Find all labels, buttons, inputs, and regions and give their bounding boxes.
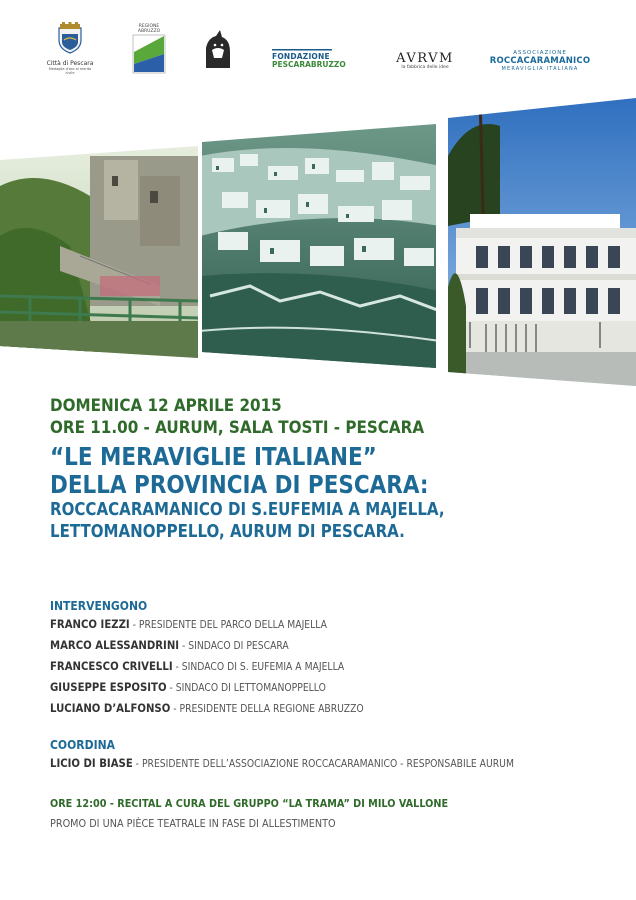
moderator-separator: - [132, 758, 142, 770]
speaker-row [50, 656, 552, 677]
speaker-role: SINDACO DI LETTOMANOPPELLO [175, 682, 326, 694]
speaker-name: FRANCO IEZZI [50, 617, 130, 631]
speakers-list [50, 614, 620, 719]
speaker-role: SINDACO DI PESCARA [188, 640, 289, 652]
speaker-separator: - [166, 682, 176, 694]
promo-note: PROMO DI UNA PIÈCE TEATRALE IN FASE DI ALLESTIMENTO [50, 817, 336, 830]
speaker-separator: - [179, 640, 189, 652]
speaker-separator: - [170, 703, 180, 715]
speakers-section [50, 598, 620, 719]
moderator-row [50, 753, 552, 774]
speaker-name: FRANCESCO CRIVELLI [50, 659, 173, 673]
speaker-role: SINDACO DI S. EUFEMIA A MAJELLA [181, 661, 345, 673]
pescara-name: Città di Pescara [46, 60, 94, 67]
event-subtitle-line1: ROCCACARAMANICO DI S.EUFEMIA A MAJELLA, [50, 500, 445, 520]
majella-wolf-icon [200, 24, 236, 74]
photo-roccacaramanico [0, 136, 200, 366]
abruzzo-line1: REGIONE [138, 24, 160, 29]
fondazione-underline [272, 49, 356, 53]
speaker-role: PRESIDENTE DEL PARCO DELLA MAJELLA [138, 619, 327, 631]
regione-abruzzo-logo [128, 24, 170, 78]
pescara-motto: Medaglia d'oro al merito civile [48, 67, 92, 75]
parco-majella-logo [200, 24, 236, 78]
abruzzo-emblem-icon [132, 34, 166, 74]
recital-time: ORE 12:00 [50, 797, 107, 810]
recital-description: - RECITAL A CURA DEL GRUPPO “LA TRAMA” DI MILO VALLONE [106, 797, 449, 810]
fondazione-pescarabruzzo-logo [272, 52, 356, 69]
moderator-role: PRESIDENTE DELL’ASSOCIAZIONE ROCCACARAMANICO - RESPONSABILE AURUM [141, 758, 514, 770]
rocca-line3: MERAVIGLIA ITALIANA [501, 66, 579, 72]
aurum-name: AVRVM [396, 51, 454, 66]
event-title-line2: DELLA PROVINCIA DI PESCARA: [50, 470, 429, 499]
sponsor-logos [0, 0, 636, 100]
speaker-name: LUCIANO D’ALFONSO [50, 701, 171, 715]
event-date: DOMENICA 12 APRILE 2015 [50, 396, 282, 415]
fondazione-line1: FONDAZIONE [272, 52, 330, 61]
speaker-name: MARCO ALESSANDRINI [50, 638, 180, 652]
event-subtitle-line2: LETTOMANOPPELLO, AURUM DI PESCARA. [50, 522, 405, 542]
event-header [50, 395, 620, 543]
speaker-row [50, 698, 552, 719]
citta-di-pescara-logo [44, 22, 96, 75]
associazione-roccacaramanico-logo [488, 50, 592, 72]
speakers-heading: INTERVENGONO [50, 599, 148, 613]
aurum-logo [390, 52, 460, 70]
moderator-section [50, 737, 620, 774]
photo-collage [0, 96, 636, 388]
speaker-separator: - [172, 661, 182, 673]
fondazione-line2: PESCARABRUZZO [272, 60, 346, 69]
pescara-crest-icon [53, 22, 87, 54]
speaker-row [50, 677, 552, 698]
photo-lettomanoppello [200, 116, 440, 376]
abruzzo-line2: ABRUZZO [137, 29, 161, 34]
rocca-line2: ROCCACARAMANICO [489, 56, 591, 66]
event-title-line1: “LE MERAVIGLIE ITALIANE” [50, 442, 377, 471]
aurum-tagline: la fabbrica delle idee [401, 65, 449, 70]
speaker-role: PRESIDENTE DELLA REGIONE ABRUZZO [179, 703, 364, 715]
speaker-separator: - [129, 619, 139, 631]
speaker-row [50, 635, 552, 656]
recital-section [50, 794, 620, 834]
moderator-name: LICIO DI BIASE [50, 756, 133, 770]
recital-line [50, 794, 552, 814]
speaker-row [50, 614, 552, 635]
moderator-heading: COORDINA [50, 738, 115, 752]
rocca-line1: ASSOCIAZIONE [513, 50, 567, 56]
speaker-name: GIUSEPPE ESPOSITO [50, 680, 167, 694]
event-time-place: ORE 11.00 - AURUM, SALA TOSTI - PESCARA [50, 418, 425, 437]
photo-aurum [446, 96, 636, 388]
